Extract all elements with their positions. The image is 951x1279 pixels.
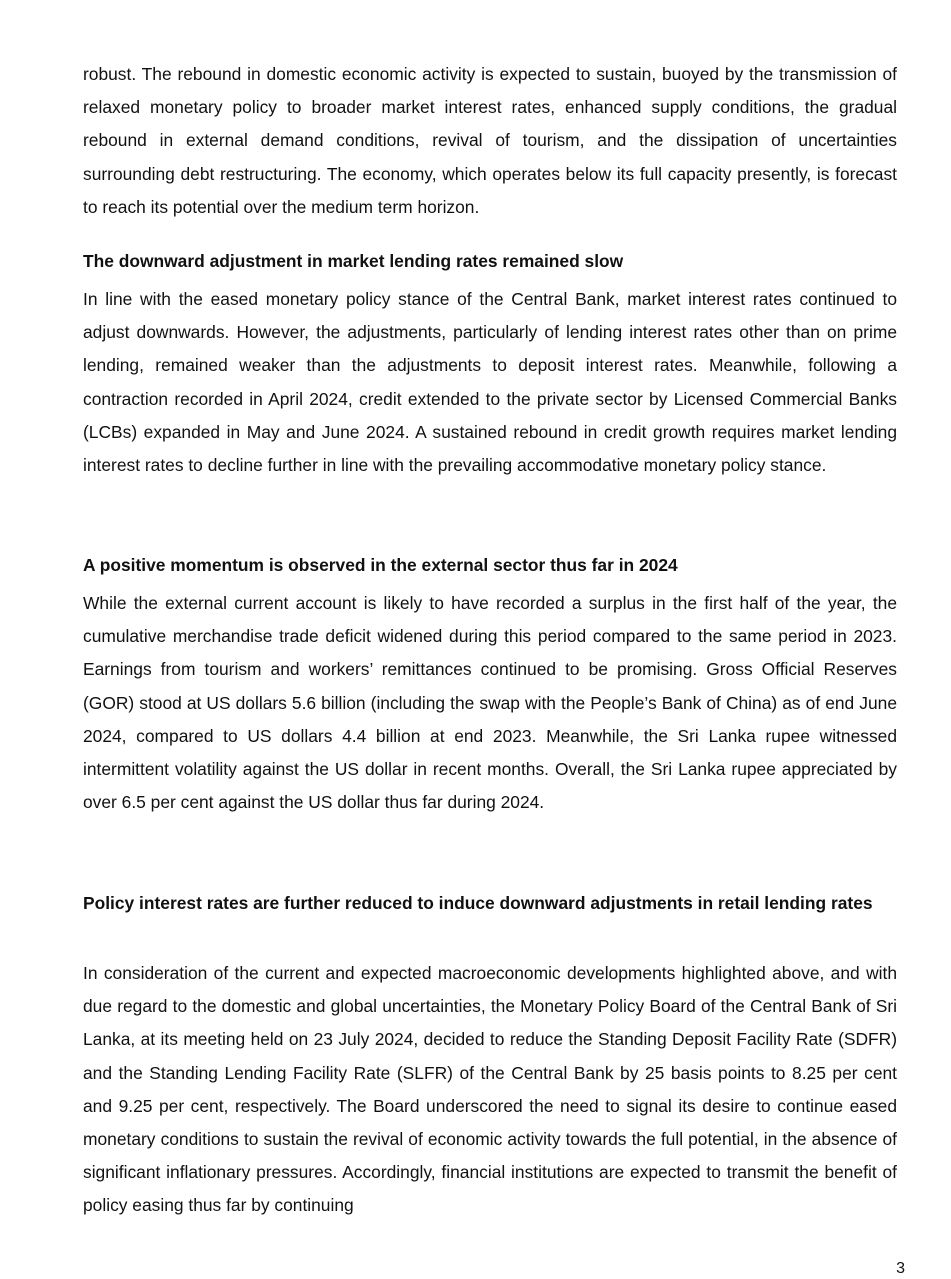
heading-policy-interest-rates: Policy interest rates are further reduced to induce downward adjustments in retail lending rates	[83, 893, 873, 913]
heading-market-lending-rates: The downward adjustment in market lending rates remained slow	[83, 251, 624, 271]
heading-external-sector: A positive momentum is observed in the external sector thus far in 2024	[83, 555, 678, 575]
paragraph-policy-interest-rates: In consideration of the current and expected macroeconomic developments highlighted above, and with due regard to the domestic and global uncertainties, the Monetary Policy Board of the Central Bank of Sri Lanka, at its meeting held on 23 July 2024, decided to reduce the Standing Deposit Facility Rate (SDFR) and the Standing Lending Facility Rate (SLFR) of the Central Bank by 25 basis points to 8.25 per cent and 9.25 per cent, respectively. The Board underscored the need to signal its desire to continue eased monetary conditions to sustain the revival of economic activity towards the full potential, in the absence of significant inflationary pressures. Accordingly, financial institutions are expected to transmit the benefit of policy easing thus far by continuing	[83, 963, 897, 1216]
paragraph-economic-rebound: robust. The rebound in domestic economic activity is expected to sustain, buoyed by the transmission of relaxed monetary policy to broader market interest rates, enhanced supply conditions, the gradual rebound in external demand conditions, revival of tourism, and the dissipation of uncertainties surrounding debt restructuring. The economy, which operates below its full capacity presently, is forecast to reach its potential over the medium term horizon.	[83, 64, 897, 217]
paragraph-external-sector: While the external current account is likely to have recorded a surplus in the first half of the year, the cumulative merchandise trade deficit widened during this period compared to the same period in 2023. Earnings from tourism and workers’ remittances continued to be promising. Gross Official Reserves (GOR) stood at US dollars 5.6 billion (including the swap with the People’s Bank of China) as of end June 2024, compared to US dollars 4.4 billion at end 2023. Meanwhile, the Sri Lanka rupee witnessed intermittent volatility against the US dollar in recent months. Overall, the Sri Lanka rupee appreciated by over 6.5 per cent against the US dollar thus far during 2024.	[83, 593, 897, 813]
page-number: 3	[896, 1260, 905, 1277]
paragraph-market-lending-rates: In line with the eased monetary policy stance of the Central Bank, market interest rates continued to adjust downwards. However, the adjustments, particularly of lending interest rates other than on prime lending, remained weaker than the adjustments to deposit interest rates. Meanwhile, following a contraction recorded in April 2024, credit extended to the private sector by Licensed Commercial Banks (LCBs) expanded in May and June 2024. A sustained rebound in credit growth requires market lending interest rates to decline further in line with the prevailing accommodative monetary policy stance.	[83, 289, 897, 476]
